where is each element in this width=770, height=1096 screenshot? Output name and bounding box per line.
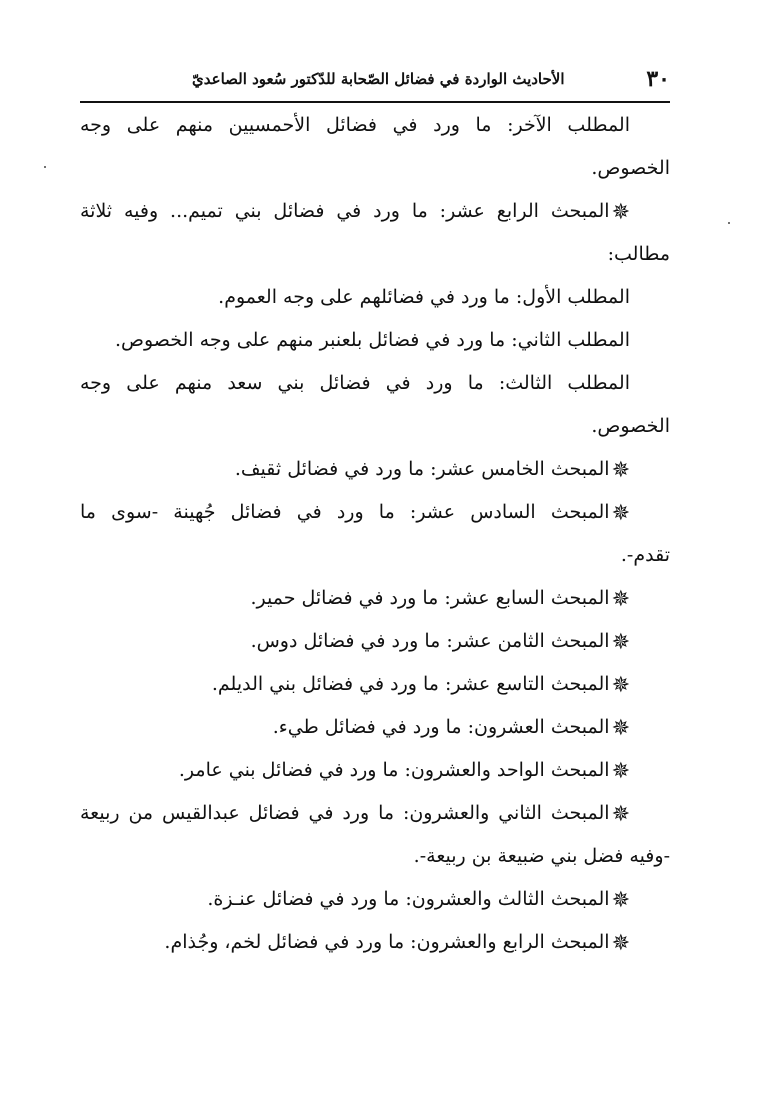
text-line (80, 276, 630, 319)
text-line (80, 362, 630, 405)
text-line (80, 878, 630, 921)
line-text: الخصوص. (591, 157, 670, 179)
line-text: -وفيه فضل بني ضبيعة بن ربيعة-. (413, 845, 670, 867)
line-text: المطلب الآخر: ما ورد في فضائل الأحمسيين منهم على وجه (80, 114, 631, 136)
text-line (80, 405, 670, 448)
line-text: المبحث الرابع عشر: ما ورد في فضائل بني تميم... وفيه ثلاثة (80, 200, 610, 222)
text-line (80, 749, 630, 792)
header-rule (80, 101, 670, 103)
table-of-contents-text (80, 104, 670, 964)
line-text: المبحث الواحد والعشرون: ما ورد في فضائل بني عامر. (178, 759, 610, 781)
text-line (80, 577, 630, 620)
scan-speck (44, 166, 46, 168)
text-line (80, 835, 670, 878)
star-bullet-icon: ✵ (611, 759, 630, 784)
scan-speck (728, 222, 730, 224)
line-text: المبحث العشرون: ما ورد في فضائل طيء. (272, 716, 610, 738)
star-bullet-icon: ✵ (611, 630, 630, 655)
star-bullet-icon: ✵ (611, 458, 630, 483)
star-bullet-icon: ✵ (611, 501, 630, 526)
text-line (80, 319, 630, 362)
line-text: المبحث الثاني والعشرون: ما ورد في فضائل عبدالقيس من ربيعة (80, 802, 610, 824)
text-line (80, 620, 630, 663)
text-line (80, 448, 630, 491)
line-text: المبحث الثالث والعشرون: ما ورد في فضائل عنـزة. (207, 888, 610, 910)
text-line (80, 233, 670, 276)
line-text: تقدم-. (620, 544, 670, 566)
line-text: المطلب الأول: ما ورد في فضائلهم على وجه العموم. (218, 286, 630, 308)
line-text: المبحث الخامس عشر: ما ورد في فضائل ثقيف. (234, 458, 610, 480)
line-text: المبحث السابع عشر: ما ورد في فضائل حمير. (250, 587, 610, 609)
line-text: المبحث التاسع عشر: ما ورد في فضائل بني الديلم. (211, 673, 610, 695)
line-text: مطالب: (607, 243, 670, 265)
star-bullet-icon: ✵ (611, 587, 630, 612)
star-bullet-icon: ✵ (611, 200, 630, 225)
star-bullet-icon: ✵ (611, 673, 630, 698)
star-bullet-icon: ✵ (611, 931, 630, 956)
star-bullet-icon: ✵ (611, 888, 630, 913)
star-bullet-icon: ✵ (611, 802, 630, 827)
text-line (80, 147, 670, 190)
text-line (80, 792, 630, 835)
line-text: المطلب الثالث: ما ورد في فضائل بني سعد منهم على وجه (80, 372, 630, 394)
line-text: المطلب الثاني: ما ورد في فضائل بلعنبر منهم على وجه الخصوص. (114, 329, 630, 351)
text-line (80, 534, 670, 577)
line-text: الخصوص. (591, 415, 670, 437)
text-line (80, 706, 630, 749)
page-header (80, 64, 670, 100)
text-line (80, 921, 630, 964)
line-text: المبحث الرابع والعشرون: ما ورد في فضائل لخم، وجُذام. (164, 931, 610, 953)
text-line (80, 190, 630, 233)
page-number: ٣٠ (646, 66, 670, 92)
text-line (80, 663, 630, 706)
line-text: المبحث الثامن عشر: ما ورد في فضائل دوس. (250, 630, 610, 652)
star-bullet-icon: ✵ (611, 716, 630, 741)
text-line (80, 491, 630, 534)
line-text: المبحث السادس عشر: ما ورد في فضائل جُهينة -سوى ما (80, 501, 610, 523)
running-title: الأحاديث الواردة في فضائل الصّحابة للدّكتور سُعود الصاعديّ (192, 70, 565, 88)
text-line (80, 104, 630, 147)
